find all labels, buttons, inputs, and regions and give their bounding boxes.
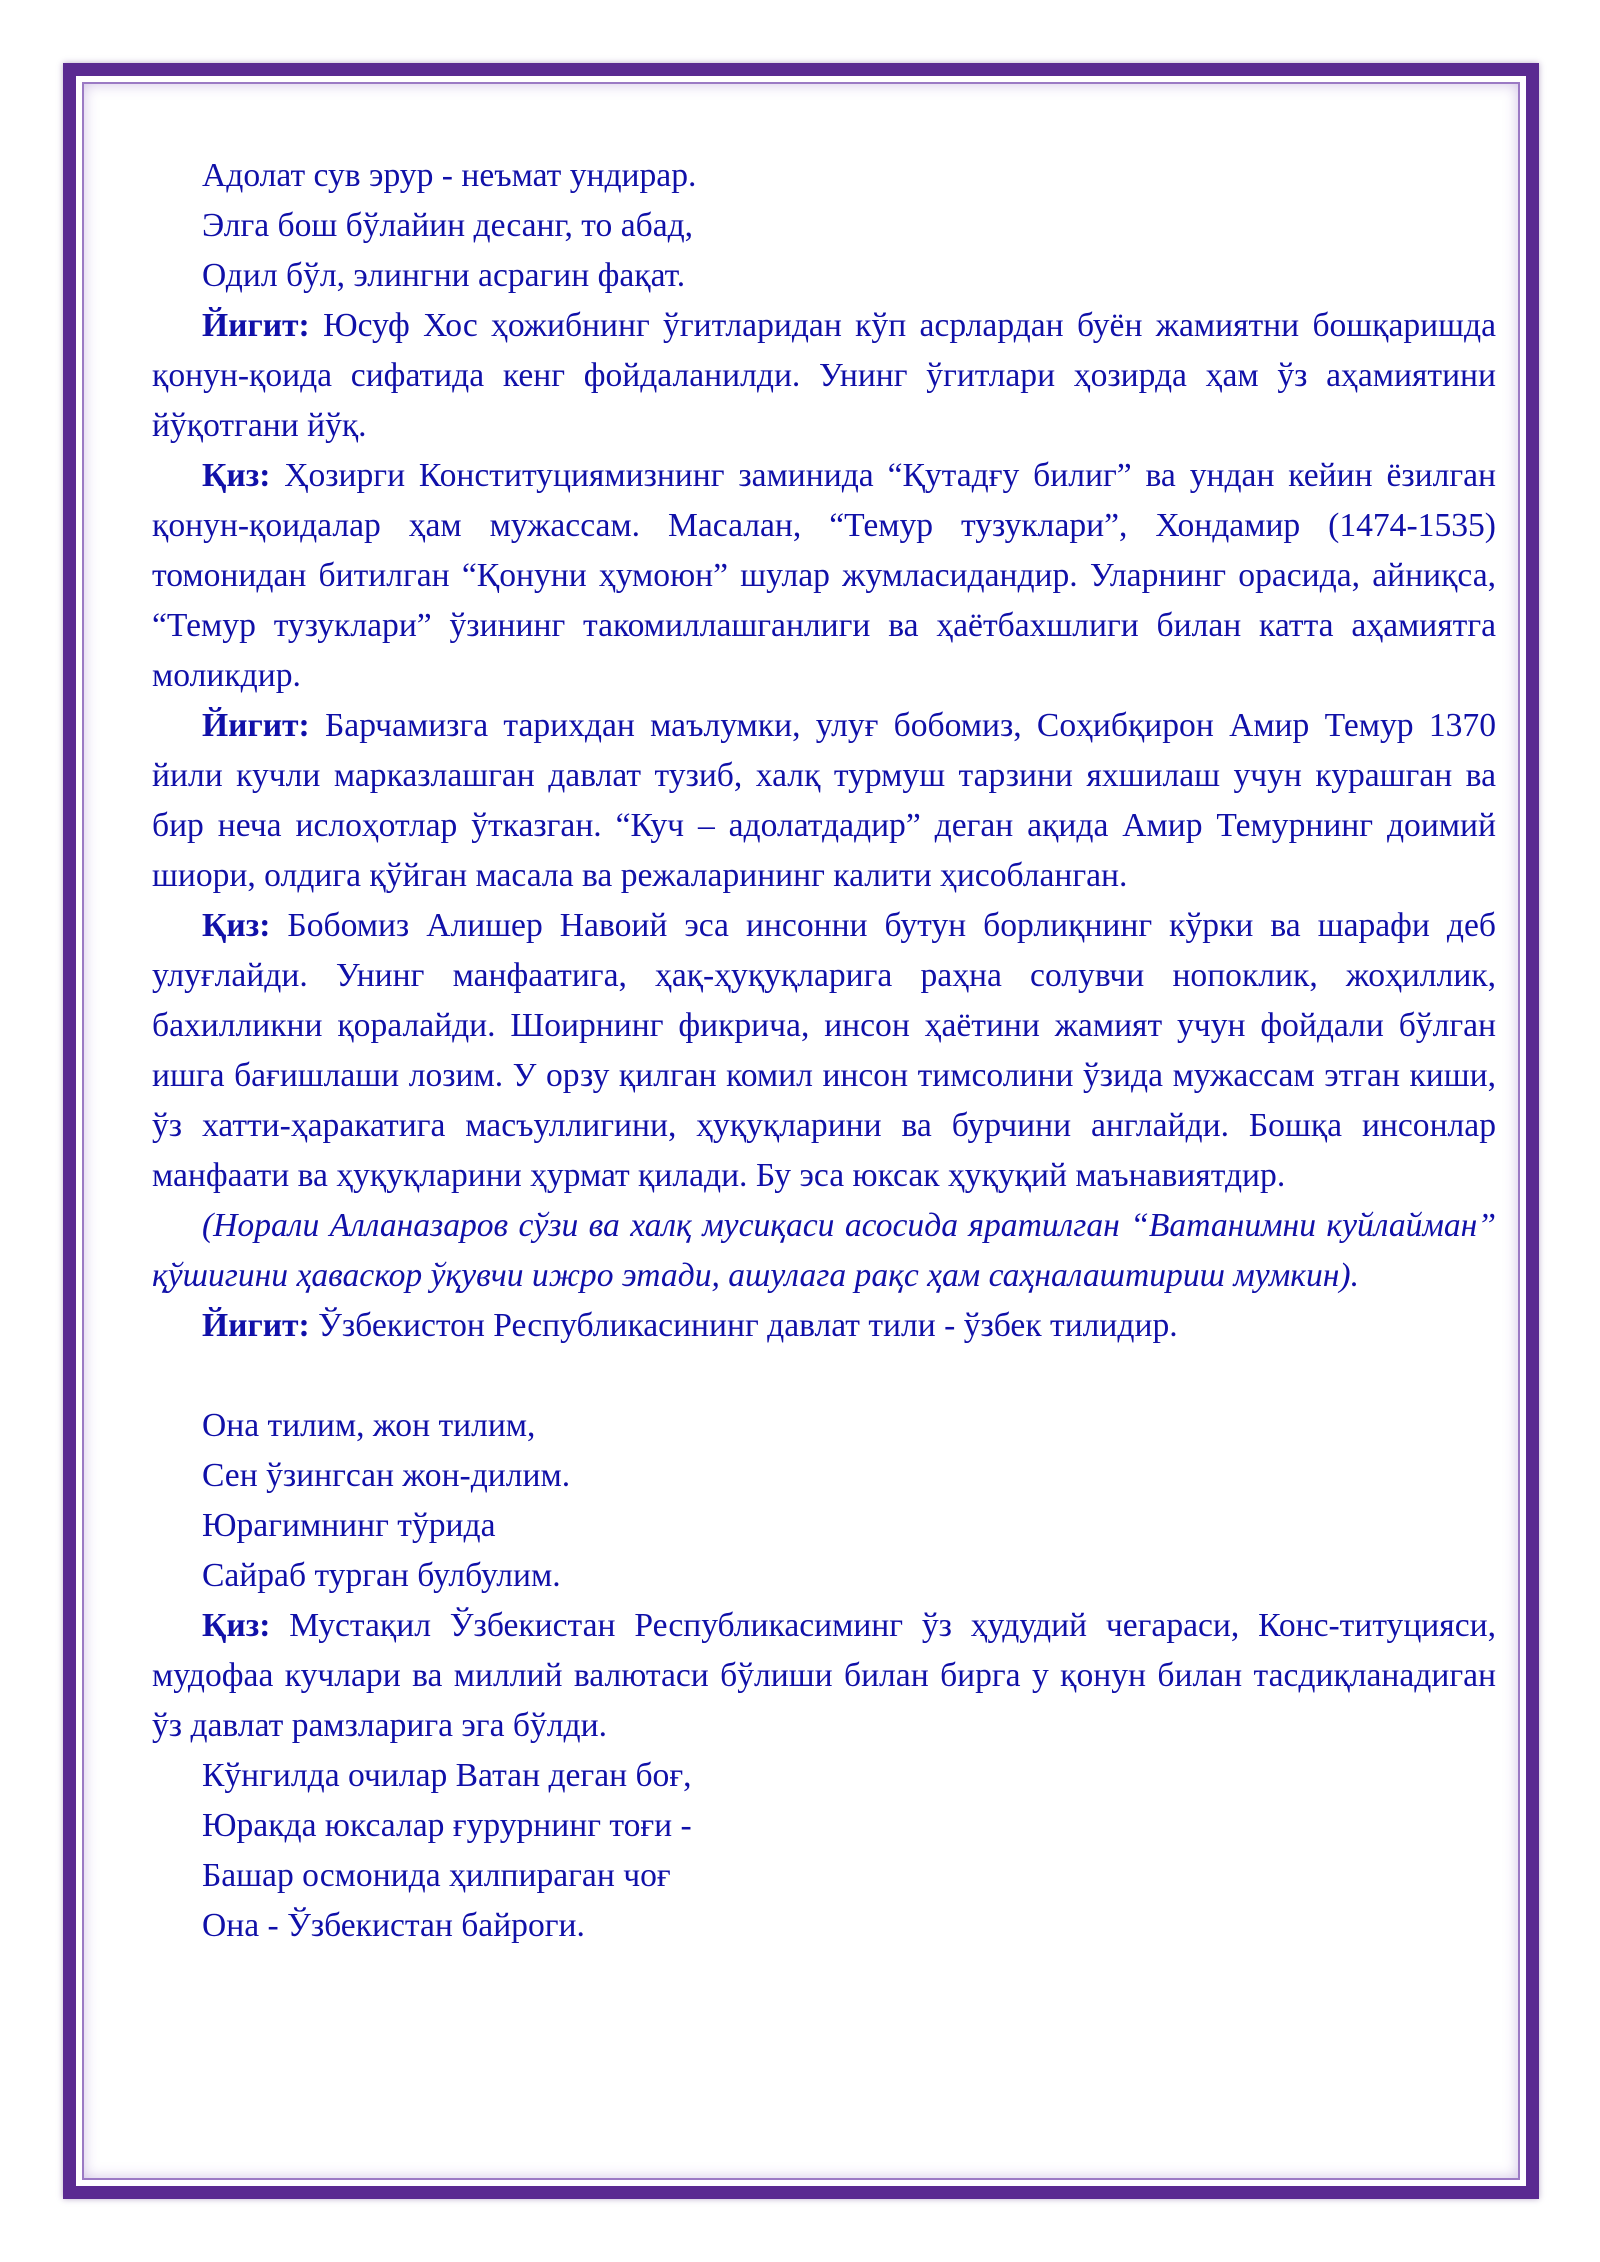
paragraph-text: Барчамизга тарихдан маълумки, улуғ бобомиз, Соҳибқирон Амир Темур 1370 йили кучли марказлашган давлат тузиб, халқ турмуш тарзини яхшилаш учун курашган ва бир неча ислоҳотлар ўтказган. “Куч – адолатдадир” деган ақида Амир Темурнинг доимий шиори, олдига қўйган масала ва режаларининг калити ҳисобланган. [152, 707, 1496, 894]
verse-line: Она - Ўзбекистан байроги. [202, 1907, 585, 1944]
dialogue-paragraph [152, 701, 1496, 901]
blank-line [152, 1351, 1496, 1401]
verse-line: Одил бўл, элингни асрагин фақат. [202, 257, 686, 294]
dialogue-paragraph [152, 901, 1496, 1201]
dialogue-paragraph [152, 1301, 1496, 1351]
paragraph-text: Ҳозирги Конституциямизнинг заминида “Қутадғу билиг” ва ундан кейин ёзилган қонун-қоидалар ҳам мужассам. Масалан, “Темур тузуклари”, Хондамир (1474-1535) томонидан битилган “Қонуни ҳумоюн” шулар жумласидандир. Уларнинг орасида, айниқса, “Темур тузуклари” ўзининг такомиллашганлиги ва ҳаётбахшлиги билан катта аҳамиятга моликдир. [152, 457, 1496, 694]
verse-line: Башар осмонида ҳилпираган чоғ [202, 1857, 671, 1894]
paragraph-text: Мустақил Ўзбекистан Республикасиминг ўз ҳудудий чегараси, Конс-титуцияси, мудофаа кучлари ва миллий валютаси бўлиши билан бирга у қонун билан тасдиқланадиган ўз давлат рамзларига эга бўлди. [152, 1607, 1496, 1744]
dialogue-paragraph [152, 451, 1496, 701]
speaker-label: Йигит: [202, 1307, 310, 1344]
document-body [152, 151, 1496, 1951]
dialogue-paragraph [152, 1601, 1496, 1751]
paragraph-text: Юсуф Хос ҳожибнинг ўгитларидан кўп асрлардан буён жамиятни бошқаришда қонун-қоида сифатида кенг фойдаланилди. Унинг ўгитлари ҳозирда ҳам ўз аҳамиятини йўқотгани йўқ. [152, 307, 1496, 444]
verse-line: Юрагимнинг тўрида [202, 1507, 496, 1544]
verse-line: Сен ўзингсан жон-дилим. [202, 1457, 571, 1494]
verse-line: Сайраб турган булбулим. [202, 1557, 561, 1594]
verse-line: Юракда юксалар ғурурнинг тоғи - [202, 1807, 692, 1844]
verse-line: Она тилим, жон тилим, [202, 1407, 536, 1444]
verse-line: Кўнгилда очилар Ватан деган боғ, [202, 1757, 692, 1794]
speaker-label: Йигит: [202, 307, 310, 344]
stage-direction: (Норали Алланазаров сўзи ва халқ мусиқаси асосида яратилган “Ватанимни куйлайман” қўшигини ҳаваскор ўқувчи ижро этади, ашулага рақс ҳам саҳналаштириш мумкин). [152, 1207, 1496, 1294]
verse-line: Элга бош бўлайин десанг, то абад, [202, 207, 694, 244]
speaker-label: Қиз: [202, 457, 271, 494]
speaker-label: Қиз: [202, 1607, 271, 1644]
speaker-label: Қиз: [202, 907, 271, 944]
paragraph-text: Бобомиз Алишер Навоий эса инсонни бутун борлиқнинг кўрки ва шарафи деб улуғлайди. Унинг манфаатига, ҳақ-ҳуқуқларига раҳна солувчи нопоклик, жоҳиллик, бахилликни қоралайди. Шоирнинг фикрича, инсон ҳаётини жамият учун фойдали бўлган ишга бағишлаши лозим. У орзу қилган комил инсон тимсолини ўзида мужассам этган киши, ўз хатти-ҳаракатига масъуллигини, ҳуқуқларини ва бурчини англайди. Бошқа инсонлар манфаати ва ҳуқуқларини ҳурмат қилади. Бу эса юксак ҳуқуқий маънавиятдир. [152, 907, 1496, 1194]
speaker-label: Йигит: [202, 707, 310, 744]
verse-line: Адолат сув эрур - неъмат ундирар. [202, 157, 697, 194]
paragraph-text: Ўзбекистон Республикасининг давлат тили - ўзбек тилидир. [309, 1307, 1178, 1344]
dialogue-paragraph [152, 301, 1496, 451]
